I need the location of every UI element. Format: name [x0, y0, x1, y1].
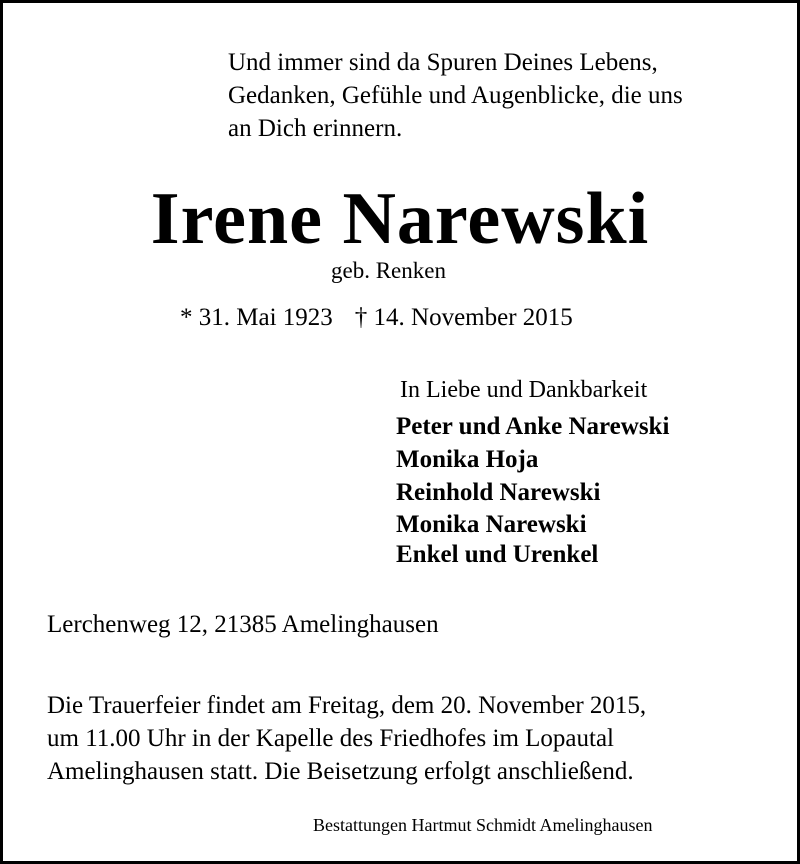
- mourner-name: Monika Hoja: [396, 446, 539, 473]
- address: Lerchenweg 12, 21385 Amelinghausen: [47, 611, 439, 638]
- quote-line-1: Und immer sind da Spuren Deines Lebens,: [228, 49, 658, 76]
- mourner-name: Peter und Anke Narewski: [396, 413, 670, 440]
- quote-line-2: Gedanken, Gefühle und Augenblicke, die uns: [228, 82, 683, 109]
- quote-line-3: an Dich erinnern.: [228, 115, 403, 142]
- birth-name: geb. Renken: [331, 258, 446, 283]
- mourner-name: Enkel und Urenkel: [396, 541, 599, 568]
- mourner-name: Reinhold Narewski: [396, 479, 601, 506]
- birth-date: * 31. Mai 1923: [180, 304, 333, 331]
- deceased-name: Irene Narewski: [150, 178, 650, 260]
- service-line-2: um 11.00 Uhr in der Kapelle des Friedhofes im Lopautal: [47, 725, 614, 752]
- death-date: † 14. November 2015: [354, 304, 573, 331]
- service-line-3: Amelinghausen statt. Die Beisetzung erfolgt anschließend.: [47, 758, 634, 785]
- life-dates: [180, 305, 573, 330]
- service-line-1: Die Trauerfeier findet am Freitag, dem 20. November 2015,: [47, 692, 647, 719]
- undertaker: Bestattungen Hartmut Schmidt Amelinghausen: [313, 815, 653, 835]
- dedication: In Liebe und Dankbarkeit: [400, 377, 648, 403]
- mourner-name: Monika Narewski: [396, 511, 587, 538]
